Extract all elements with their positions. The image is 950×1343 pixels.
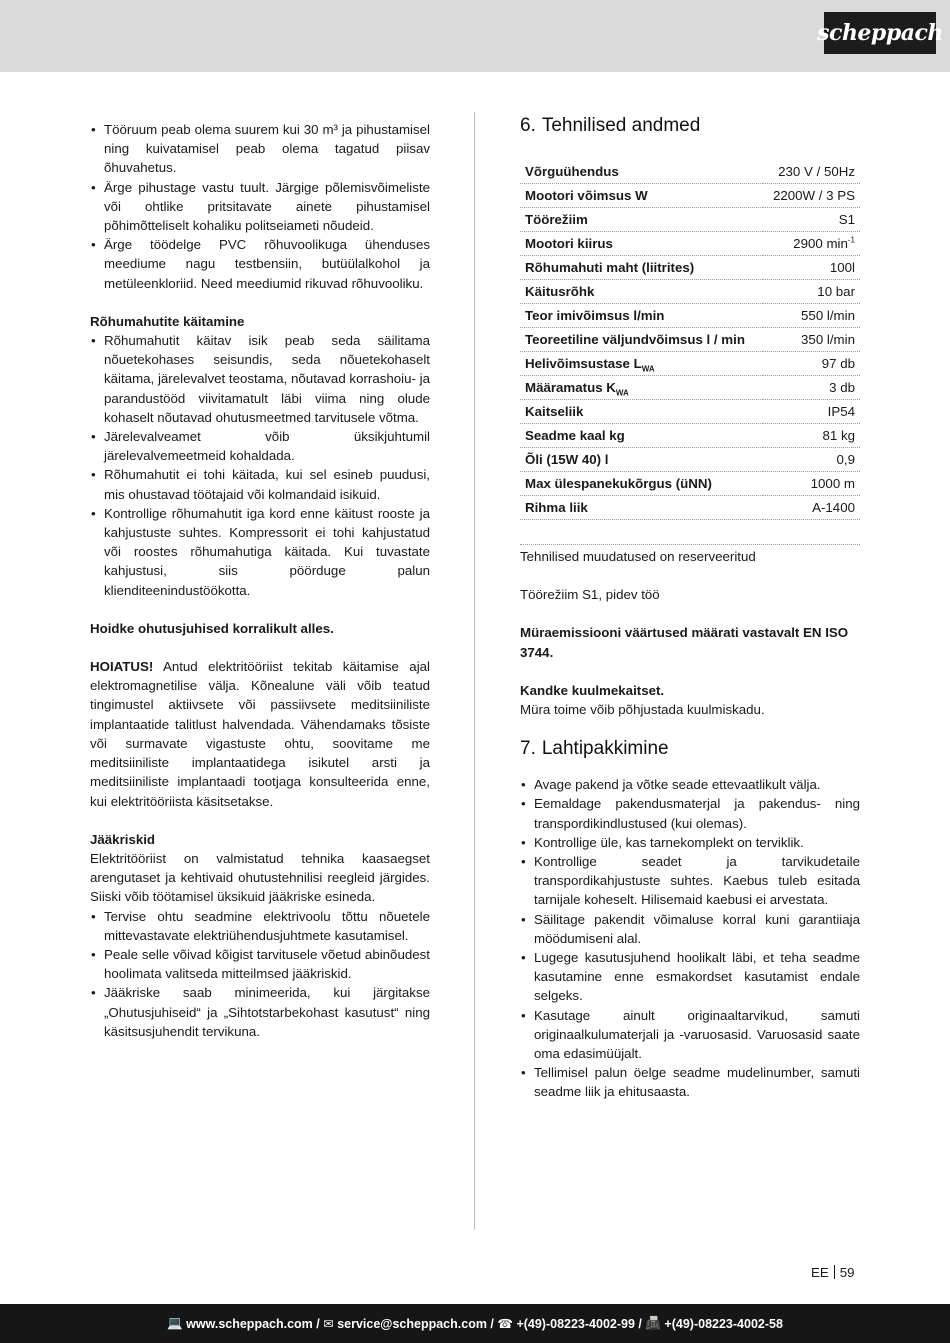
- page-num: 59: [839, 1265, 855, 1280]
- table-row: Rõhumahuti maht (liitrites) 100l: [520, 256, 860, 280]
- noise-standard: Müraemissiooni väärtused määrati vastavalt EN ISO 3744.: [520, 625, 849, 660]
- table-row: Mootori võimsus W 2200W / 3 PS: [520, 184, 860, 208]
- residual-heading: Jääkriskid: [90, 831, 156, 847]
- phone-icon: ☎: [497, 1317, 513, 1331]
- scheppach-logo: scheppach: [824, 12, 936, 54]
- tech-specs-table: [520, 160, 860, 520]
- section-number: 6.: [520, 115, 536, 136]
- section-number: 7.: [520, 738, 536, 760]
- section-title: Lahtipakkimine: [541, 738, 669, 760]
- mail-icon: ✉: [323, 1317, 334, 1331]
- section-7-heading: [520, 735, 860, 763]
- list-item: • Säilitage pakendit võimaluse korral kuni garantiiaja möödumiseni alal.: [520, 910, 860, 948]
- list-item: • Lugege kasutusjuhend hoolikalt läbi, et teha seadme kasutamine enne esmakordset kasutamist endale selgeks.: [520, 948, 860, 1006]
- fax-icon: 📠: [645, 1316, 661, 1330]
- tanks-heading: Rõhumahutite käitamine: [90, 313, 245, 329]
- table-row: Õli (15W 40) l 0,9: [520, 448, 860, 472]
- keep-instructions: Hoidke ohutusjuhised korralikult alles.: [90, 620, 334, 636]
- noise-effect: Müra toime võib põhjustada kuulmiskadu.: [520, 702, 765, 718]
- list-item: • Peale selle võivad kõigist tarvitusele võetud abinõudest hoolimata valitseda mitteilmsed jääkriskid.: [90, 945, 430, 983]
- tech-changes-note: Tehnilised muudatused on reserveeritud: [520, 544, 860, 566]
- unpack-bullet-list: [520, 775, 860, 1101]
- table-row: Rihma liik A-1400: [520, 496, 860, 520]
- list-item: • Tööruum peab olema suurem kui 30 m³ ja pihustamisel ning kuivatamisel peab olema tagatud piisav õhuvahetus.: [90, 120, 430, 178]
- warning-paragraph: [90, 657, 430, 811]
- warning-text: Antud elektritööriist tekitab käitamise ajal elektromagnetilise välja. Kõnealune väli võib teatud tingimustel aktiivsete või passiivsete meditsiiniliste implantaatide talitlust halvendada. Vähendamaks tõsiste või surmavate vigastuste ohtu, soovitame me meditsiiniliste implantaatidega isikutel arsti ja meditsiiniliste implantaadi tootjaga konsulteerida enne, kui elektritööriista käsitsetakse.: [90, 659, 430, 809]
- tanks-bullet-list: [90, 331, 430, 600]
- table-row: Määramatus $K_{WA}$ 3 db: [520, 376, 860, 400]
- list-item: • Kontrollige rõhumahutit iga kord enne käitust rooste ja kahjustuste suhtes. Kompressorit ei tohi kahjustatud või roostes rõhumahutiga käitada. Kui tuvastate kahjustusi, siis pöörduge palun klienditeenindustöökotta.: [90, 504, 430, 600]
- list-item: • Jääkriske saab minimeerida, kui järgitakse „Ohutusjuhiseid“ ja „Sihtotstarbekohast kasutust“ ning käsitsusjuhendit tervikuna.: [90, 983, 430, 1041]
- duty-mode-note: Töörežiim S1, pidev töö: [520, 587, 660, 603]
- list-item: • Rõhumahutit käitav isik peab seda säilitama nõuetekohases seisundis, seda nõuetekohaselt käitama, järelevalvet teostama, nõutavad korrashoiu- ja parandustööd viivitamatult läbi viima ning olude kohaselt nõutavad ohutusmeetmed tarvitusele võtma.: [90, 331, 430, 427]
- laptop-icon: 💻: [167, 1316, 183, 1330]
- list-item: • Ärge pihustage vastu tuult. Järgige põlemisvõimeliste või ohtlike pritsitavate ainete pihustamisel põhimõtteliselt kohaliku politseiameti nõudeid.: [90, 178, 430, 236]
- list-item: • Eemaldage pakendusmaterjal ja pakendus- ning transpordikindlustused (kui olemas).: [520, 794, 860, 832]
- table-row: Mootori kiirus 2900 $\min^{-1}$: [520, 232, 860, 256]
- footer-bar: 💻 www.scheppach.com / ✉ service@scheppach.com / ☎ +(49)-08223-4002-99 / 📠 +(49)-08223-4002-58: [0, 1304, 950, 1343]
- phone-number: +(49)-08223-4002-99: [516, 1316, 635, 1331]
- list-item: • Kontrollige üle, kas tarnekomplekt on terviklik.: [520, 833, 860, 852]
- list-item: • Järelevalveamet võib üksikjuhtumil järelevalvemeetmeid kohaldada.: [90, 427, 430, 465]
- table-row: Kaitseliik IP54: [520, 400, 860, 424]
- left-column: [90, 120, 430, 1041]
- page-number: [811, 1265, 855, 1280]
- list-item: • Kasutage ainult originaaltarvikud, samuti originaalkulumaterjali ja -varuosasid. Varuosasid saate oma edasimüüjalt.: [520, 1006, 860, 1064]
- table-row: Võrguühendus 230 V / 50Hz: [520, 160, 860, 184]
- table-row: Käitusrõhk 10 bar: [520, 280, 860, 304]
- list-item: • Kontrollige seadet ja tarvikudetaile transpordikahjustuste suhtes. Kaebus tuleb esitada tarnijale koheselt. Hilisemaid kaebusi ei arvestata.: [520, 852, 860, 910]
- list-item: • Tervise ohtu seadmine elektrivoolu tõttu nõuetele mittevastavate elektriühendusjuhtmete kasutamisel.: [90, 907, 430, 945]
- section-title: Tehnilised andmed: [541, 115, 701, 136]
- list-item: • Tellimisel palun öelge seadme mudelinumber, samuti seadme liik ja ehitusaasta.: [520, 1063, 860, 1101]
- residual-text: Elektritööriist on valmistatud tehnika kaasaegset arengutaset ja kehtivaid ohutustehnilisi reegleid järgides. Siiski võib töötamisel üksikuid jääkriske esineda.: [90, 850, 430, 905]
- warning-label: HOIATUS!: [90, 659, 154, 675]
- list-item: • Rõhumahutit ei tohi käitada, kui sel esineb puudusi, mis ohustavad töötajaid või kolmandaid isikuid.: [90, 465, 430, 503]
- header-band: [0, 0, 950, 72]
- section-6-heading: [520, 112, 860, 140]
- page-lang: EE: [811, 1265, 829, 1280]
- column-divider: [474, 112, 475, 1230]
- table-row: Teoreetiline väljundvõimsus l / min 350 l/min: [520, 328, 860, 352]
- table-row: Helivõimsustase $L_{WA}$ 97 db: [520, 352, 860, 376]
- table-row: Töörežiim S1: [520, 208, 860, 232]
- table-row: Teor imivõimsus l/min 550 l/min: [520, 304, 860, 328]
- fax-number: +(49)-08223-4002-58: [664, 1316, 783, 1331]
- intro-bullet-list: [90, 120, 430, 293]
- email-link[interactable]: service@scheppach.com: [337, 1316, 487, 1331]
- list-item: • Avage pakend ja võtke seade ettevaatlikult välja.: [520, 775, 860, 794]
- website-link[interactable]: www.scheppach.com: [186, 1316, 313, 1331]
- ear-protection: Kandke kuulmekaitset.: [520, 682, 665, 698]
- right-column: [520, 112, 860, 1102]
- table-row: Seadme kaal kg 81 kg: [520, 424, 860, 448]
- table-row: Max ülespanekukõrgus (üNN) 1000 m: [520, 472, 860, 496]
- residual-bullet-list: [90, 907, 430, 1041]
- list-item: • Ärge töödelge PVC rõhuvoolikuga ühenduses meediume nagu testbensiin, butüülalkohol ja metüleenkloriid. Need meediumid rikuvad rõhuvooliku.: [90, 235, 430, 293]
